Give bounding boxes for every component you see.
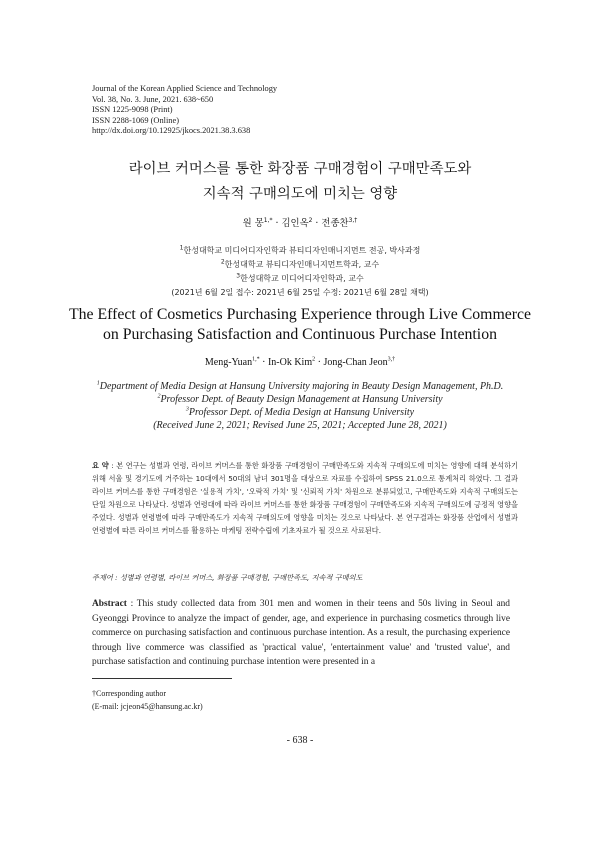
english-title-line-1: The Effect of Cosmetics Purchasing Experience through Live Commerce: [68, 306, 532, 323]
korean-abstract-text: : 본 연구는 성별과 연령, 라이브 커머스를 통한 화장품 구매경험이 구매만족도와 지속적 구매의도에 미치는 영향에 대해 분석하기 위해 서울 및 경기도에 거주하는 10대에서 50대의 남녀 301명을 대상으로 자료를 수집하여 SPSS 21.0으로 통계처리 하였다. 그 결과 라이브 커머스를 통한 구매경험은 '실용적 가치', '오락적 가치' 및 '신뢰적 가치' 차원으로 분류되었고, 구매만족도와 지속적 구매의도는 단일 차원으로 나타났다. 성별과 연령대에 따라 라이브 커머스를 통한 화장품 구매경험이 구매만족도와 지속적 구매의도에 긍정적 영향을 주었다. 성별과 연령별에 따라 구매만족도가 지속적 구매의도에 영향을 미치는 것으로 나타났다. 본 연구결과는 화장품 산업에서 성별과 연령별에 따른 라이브 커머스를 활용하는 마케팅 전략수립에 기초자료가 될 것으로 사료된다.: [92, 461, 519, 535]
footnote-divider: [92, 678, 232, 679]
footnote: [92, 687, 203, 713]
affiliation-sup: 2: [157, 393, 161, 400]
english-author-2-sup: 2: [312, 356, 316, 363]
korean-dates: (2021년 6월 2일 접수: 2021년 6월 25일 수정: 2021년 6월 28일 채택): [171, 288, 429, 297]
korean-affiliation-3: [0, 273, 600, 284]
english-abstract-label: Abstract: [92, 599, 127, 609]
korean-author-3: 전종찬: [321, 218, 349, 229]
english-abstract-text: : This study collected data from 301 men and women in their teens and 50s living in Seoul and Gyeonggi Province to analyze the impact of gender, age, and experience in purchasing cosmetics through live commerce on purchasing satisfaction and continuous purchase intention. As a result, the purchasing experience through live commerce was classified as 'practical value', 'entertainment value' and 'trusted value', and purchase satisfaction and continuing purchase intention were presented in a: [92, 599, 510, 668]
korean-author-2: 김인옥: [281, 218, 309, 229]
corresponding-author-email[interactable]: (E-mail: jcjeon45@hansung.ac.kr): [92, 702, 203, 711]
issn-online: ISSN 2288-1069 (Online): [92, 115, 180, 125]
korean-authors: [0, 215, 600, 229]
english-abstract: [92, 597, 510, 670]
issn-print: ISSN 1225-9098 (Print): [92, 105, 173, 115]
korean-affiliation-2: [0, 259, 600, 270]
journal-meta: [92, 84, 277, 137]
english-author-3: Jong-Chan Jeon: [323, 357, 388, 368]
korean-title-line-1: 라이브 커머스를 통한 화장품 구매경험이 구매만족도와: [128, 161, 472, 177]
korean-author-1: 원 몽: [242, 218, 264, 229]
affiliation-text: Professor Dept. of Media Design at Hansung University: [188, 407, 415, 418]
affiliation-sup: 1: [96, 380, 100, 387]
english-affiliation-1: [0, 381, 600, 392]
english-affiliation-2: [0, 394, 600, 405]
journal-volume: Vol. 38, No. 3. June, 2021. 638~650: [92, 94, 214, 104]
author-separator: ·: [272, 218, 282, 229]
english-authors: [0, 357, 600, 368]
doi-link[interactable]: http://dx.doi.org/10.12925/jkocs.2021.38.3.638: [92, 126, 251, 136]
affiliation-text: 한성대학교 미디어디자인학과, 교수: [240, 274, 364, 283]
affiliation-sup: 3: [236, 272, 241, 280]
affiliation-sup: 2: [220, 258, 225, 266]
english-author-1-sup: 1,*: [252, 356, 260, 363]
korean-title-line-2: 지속적 구매의도에 미치는 영향: [202, 186, 398, 202]
affiliation-sup: 3: [185, 406, 189, 413]
corresponding-author-note: †Corresponding author: [92, 689, 166, 698]
english-title-line-2: on Purchasing Satisfaction and Continuous Purchase Intention: [103, 326, 497, 343]
english-author-3-sup: 3,†: [387, 356, 396, 363]
journal-name: Journal of the Korean Applied Science and Technology: [92, 84, 278, 93]
english-author-2: In-Ok Kim: [267, 357, 313, 368]
affiliation-sup: 1: [179, 244, 184, 252]
affiliation-text: 한성대학교 미디어디자인학과 뷰티디자인매니지먼트 전공, 박사과정: [183, 246, 421, 255]
korean-keywords: 주제어 : 성별과 연령별, 라이브 커머스, 화장품 구매경험, 구매만족도, 지속적 구매의도: [92, 573, 363, 582]
korean-author-3-sup: 3,†: [348, 216, 358, 224]
english-dates: (Received June 2, 2021; Revised June 25, 2021; Accepted June 28, 2021): [153, 420, 447, 431]
page-number: - 638 -: [286, 735, 314, 746]
author-separator: ·: [259, 357, 268, 368]
affiliation-text: Professor Dept. of Beauty Design Management at Hansung University: [160, 394, 443, 405]
english-author-1: Meng-Yuan: [204, 357, 253, 368]
korean-author-2-sup: 2: [308, 216, 313, 224]
korean-author-1-sup: 1,*: [263, 216, 273, 224]
english-affiliation-3: [0, 407, 600, 418]
author-separator: ·: [312, 218, 322, 229]
author-separator: ·: [315, 357, 324, 368]
korean-abstract: [92, 459, 518, 537]
korean-affiliation-1: [0, 245, 600, 256]
affiliation-text: Department of Media Design at Hansung University majoring in Beauty Design Management, Ph.D.: [99, 381, 504, 392]
korean-abstract-label: 요 약: [92, 461, 109, 470]
affiliation-text: 한성대학교 뷰티디자인매니지먼트학과, 교수: [224, 260, 380, 269]
